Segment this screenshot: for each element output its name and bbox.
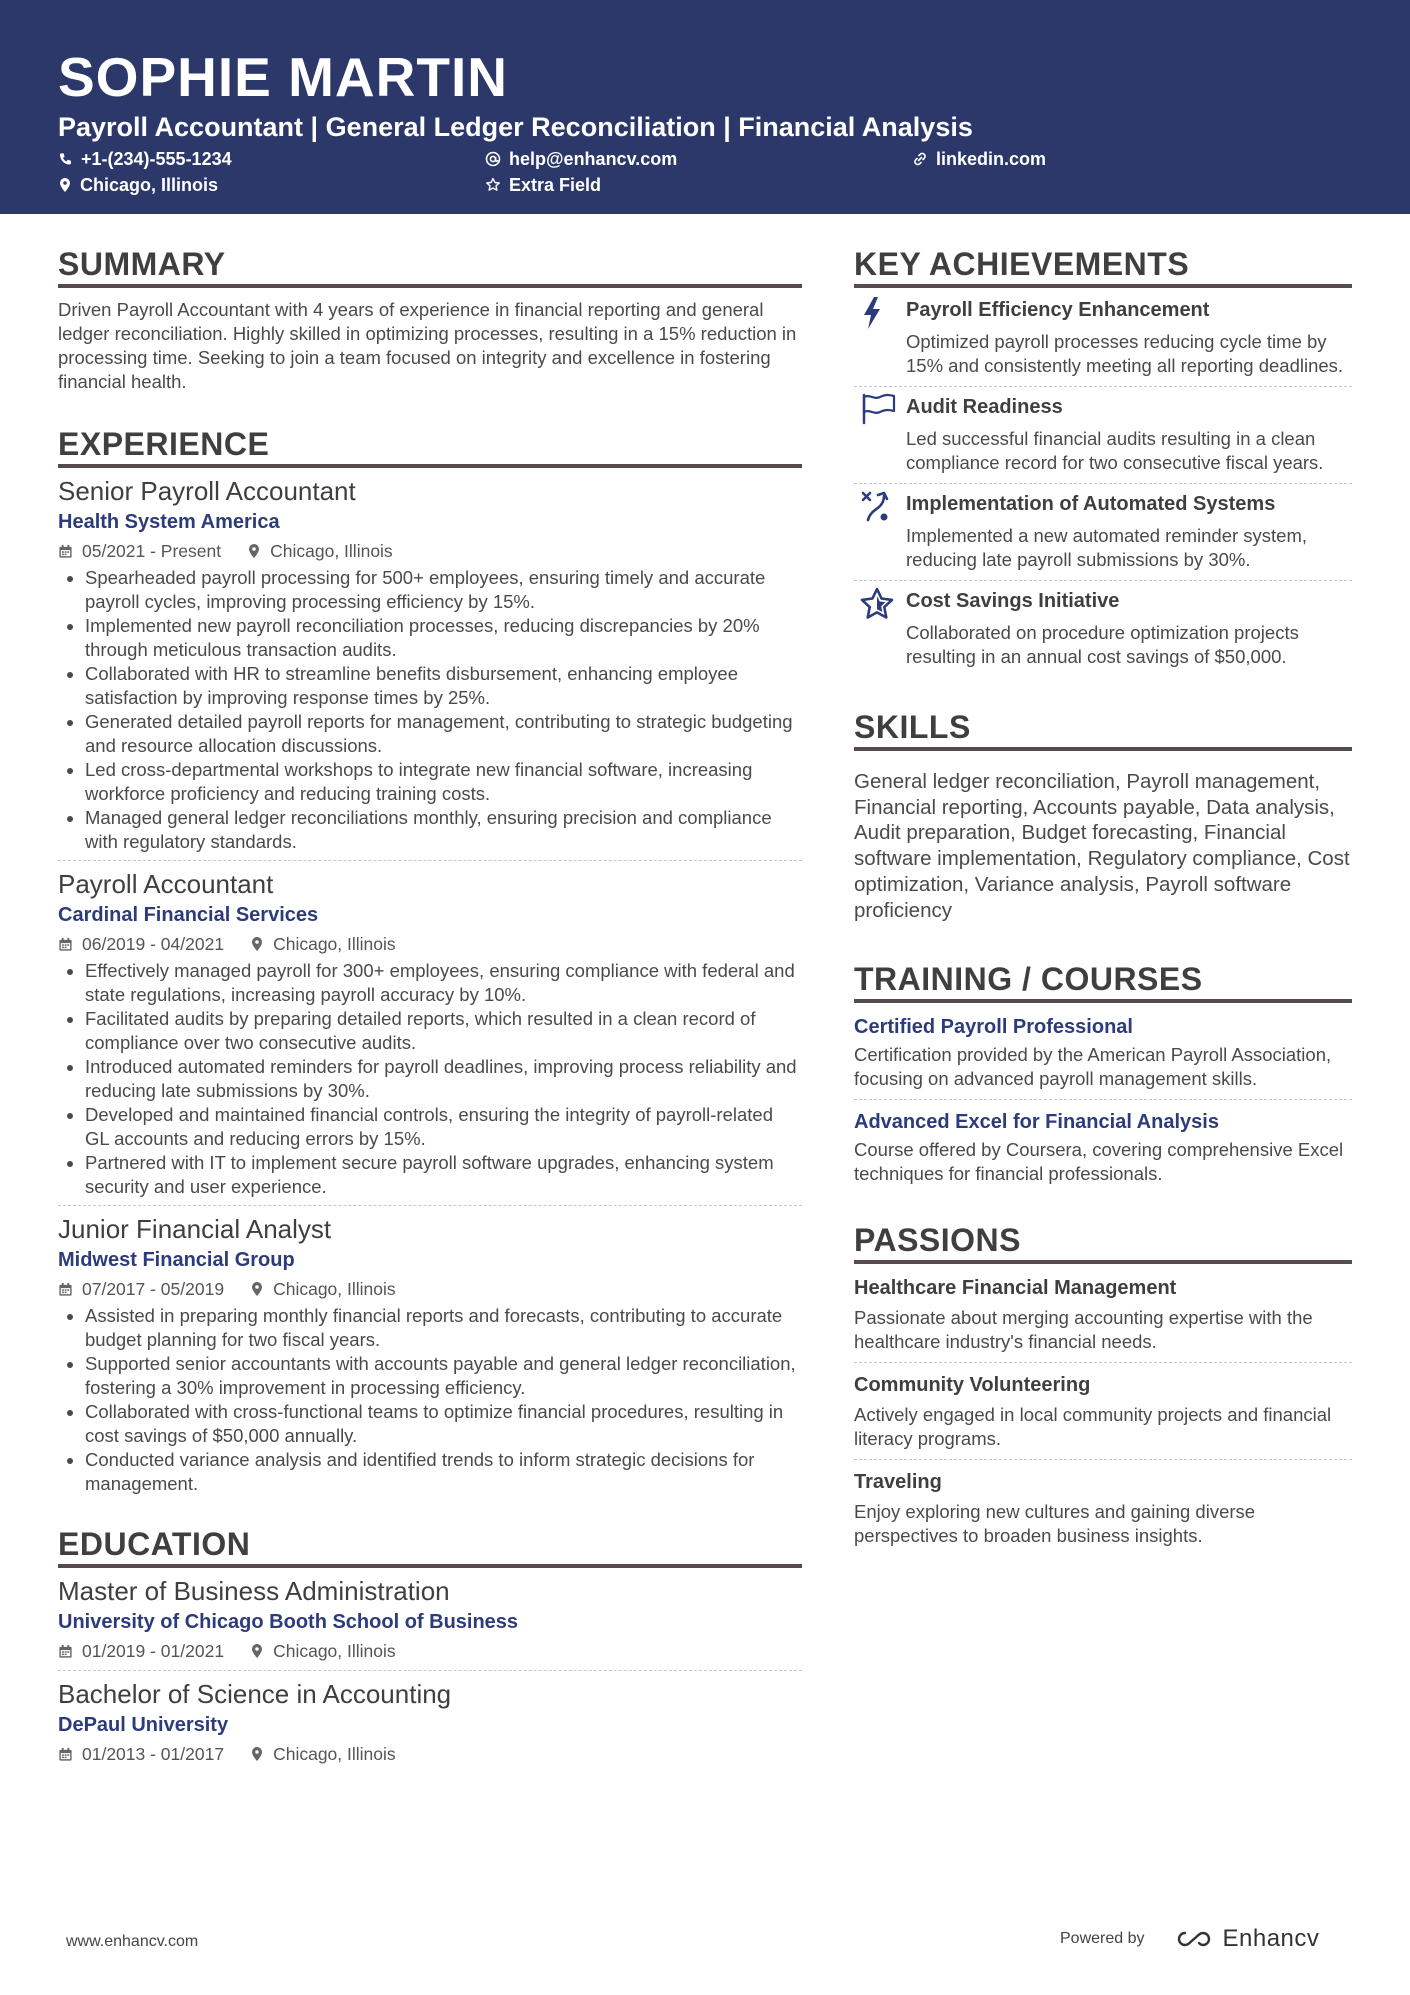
calendar-icon (58, 1747, 73, 1762)
achievements-title: KEY ACHIEVEMENTS (854, 244, 1352, 288)
achievement-item (854, 484, 1352, 581)
summary-text: Driven Payroll Accountant with 4 years of experience in financial reporting and general ledger reconciliation. Highly skilled in optimizing processes, resulting in a 15% reduction in processing time. Seeking to join a team focused on integrity and excellence in fostering financial health. (58, 299, 797, 392)
company-name[interactable]: Midwest Financial Group (58, 1249, 295, 1271)
education-location (250, 1638, 396, 1664)
contact-location (58, 173, 218, 197)
footer-website[interactable]: www.enhancv.com (66, 1933, 199, 1950)
experience-entry (58, 867, 802, 1206)
contact-email[interactable] (485, 147, 677, 171)
star-icon (860, 587, 894, 621)
passion-text: Actively engaged in local community projects and financial literacy programs. (854, 1404, 1332, 1450)
skills-section (854, 707, 1352, 923)
location-pin-icon (250, 1281, 264, 1297)
powered-by-label: Powered by (1060, 1930, 1145, 1947)
passion-title: Healthcare Financial Management (854, 1277, 1177, 1300)
at-icon (485, 151, 501, 167)
location-pin-icon (250, 1643, 264, 1659)
education-meta (58, 1638, 802, 1664)
footer-branding[interactable] (1060, 1925, 1319, 1953)
phone-icon (58, 152, 73, 167)
job-bullet: • Implemented new payroll reconciliation processes, reducing discrepancies by 20% through meticulous transaction audits. (85, 614, 802, 662)
email-text: help@enhancv.com (509, 149, 678, 169)
school-name[interactable]: University of Chicago Booth School of Business (58, 1611, 519, 1633)
job-dates: 07/2017 - 05/2019 (82, 1279, 225, 1299)
job-bullet: • Developed and maintained financial controls, ensuring the integrity of payroll-related GL accounts and reducing errors by 15%. (85, 1103, 802, 1151)
skills-title: SKILLS (854, 707, 1352, 751)
experience-entry (58, 474, 802, 861)
education-location-text: Chicago, Illinois (273, 1641, 396, 1661)
course-item (854, 1011, 1352, 1100)
job-title: Senior Payroll Accountant (58, 476, 356, 506)
resume-header (0, 0, 1410, 214)
candidate-name: SOPHIE MARTIN (58, 46, 508, 108)
contact-linkedin[interactable] (912, 147, 1046, 171)
school-name[interactable]: DePaul University (58, 1714, 229, 1736)
education-meta (58, 1741, 802, 1767)
job-bullet: • Assisted in preparing monthly financial reports and forecasts, contributing to accurate budget planning for two fiscal years. (85, 1304, 802, 1352)
achievement-text: Led successful financial audits resulting in a clean compliance record for two consecutive fiscal years. (906, 428, 1324, 473)
achievement-item (854, 581, 1352, 677)
job-bullet: • Effectively managed payroll for 300+ employees, ensuring compliance with federal and state regulations, increasing payroll accuracy by 10%. (85, 959, 802, 1007)
achievement-title: Implementation of Automated Systems (906, 493, 1276, 515)
job-bullet: • Introduced automated reminders for payroll deadlines, improving process reliability and reducing late submissions by 30%. (85, 1055, 802, 1103)
job-bullet: • Collaborated with cross-functional teams to optimize financial procedures, resulting in cost savings of $50,000 annually. (85, 1400, 802, 1448)
job-meta (58, 931, 802, 957)
flag-icon (860, 393, 898, 425)
job-bullets (58, 1304, 802, 1496)
job-bullet: • Partnered with IT to implement secure payroll software upgrades, enhancing system security and user experience. (85, 1151, 802, 1199)
passion-text: Passionate about merging accounting expertise with the healthcare industry's financial needs. (854, 1307, 1313, 1353)
location-pin-icon (247, 543, 261, 559)
job-dates: 06/2019 - 04/2021 (82, 934, 225, 954)
job-bullet: • Facilitated audits by preparing detailed reports, which resulted in a clean record of compliance over two consecutive audits. (85, 1007, 802, 1055)
course-title[interactable]: Advanced Excel for Financial Analysis (854, 1111, 1219, 1134)
company-name[interactable]: Cardinal Financial Services (58, 904, 319, 926)
star-outline-icon (485, 177, 501, 193)
passion-item (854, 1272, 1352, 1363)
job-meta (58, 1276, 802, 1302)
passions-title: PASSIONS (854, 1220, 1352, 1264)
course-item (854, 1106, 1352, 1194)
job-location (247, 538, 393, 564)
job-meta (58, 538, 802, 564)
passion-item (854, 1466, 1352, 1556)
achievement-title: Audit Readiness (906, 396, 1063, 418)
education-location-text: Chicago, Illinois (273, 1744, 396, 1764)
achievement-text: Optimized payroll processes reducing cycle time by 15% and consistently meeting all reporting deadlines. (906, 331, 1344, 376)
job-title: Junior Financial Analyst (58, 1214, 332, 1244)
education-dates: 01/2019 - 01/2021 (82, 1641, 225, 1661)
training-title: TRAINING / COURSES (854, 959, 1352, 1003)
enhancv-brand: Enhancv (1222, 1925, 1320, 1952)
job-bullet: • Generated detailed payroll reports for management, contributing to strategic budgeting and resource allocation discussions. (85, 710, 802, 758)
achievement-title: Cost Savings Initiative (906, 590, 1120, 612)
job-bullet: • Conducted variance analysis and identified trends to inform strategic decisions for management. (85, 1448, 802, 1496)
summary-title: SUMMARY (58, 244, 802, 288)
calendar-icon (58, 1282, 73, 1297)
achievement-item (854, 387, 1352, 484)
education-section (58, 1524, 802, 1773)
degree-title: Bachelor of Science in Accounting (58, 1679, 452, 1709)
passion-title: Community Volunteering (854, 1374, 1091, 1397)
summary-section (58, 244, 802, 394)
phone-text: +1-(234)-555-1234 (81, 149, 232, 169)
link-icon (912, 151, 928, 167)
achievement-item (854, 290, 1352, 387)
passions-section (854, 1220, 1352, 1556)
course-text: Course offered by Coursera, covering comprehensive Excel techniques for financial professionals. (854, 1139, 1344, 1185)
experience-title: EXPERIENCE (58, 424, 802, 468)
calendar-icon (58, 1644, 73, 1659)
job-location-text: Chicago, Illinois (273, 934, 396, 954)
left-column (58, 244, 802, 1773)
achievement-text: Collaborated on procedure optimization projects resulting in an annual cost savings of $50,000. (906, 622, 1299, 667)
education-dates: 01/2013 - 01/2017 (82, 1744, 225, 1764)
job-title: Payroll Accountant (58, 869, 274, 899)
linkedin-text: linkedin.com (936, 149, 1047, 169)
calendar-icon (58, 937, 73, 952)
candidate-headline: Payroll Accountant | General Ledger Reconciliation | Financial Analysis (58, 112, 973, 142)
right-column (854, 244, 1352, 1556)
enhancv-logo-icon (1171, 1927, 1217, 1951)
location-pin-icon (250, 936, 264, 952)
job-location-text: Chicago, Illinois (270, 541, 393, 561)
experience-section (58, 424, 802, 1502)
job-bullets (58, 566, 802, 854)
job-bullet: • Led cross-departmental workshops to integrate new financial software, increasing workforce proficiency and reducing training costs. (85, 758, 802, 806)
education-entry (58, 1677, 802, 1773)
job-dates: 05/2021 - Present (82, 541, 222, 561)
contact-extra (485, 173, 601, 197)
location-pin-icon (250, 1746, 264, 1762)
job-bullet: • Spearheaded payroll processing for 500+ employees, ensuring timely and accurate payroll cycles, improving processing efficiency by 15%. (85, 566, 802, 614)
course-title[interactable]: Certified Payroll Professional (854, 1016, 1133, 1039)
passion-item (854, 1369, 1352, 1460)
degree-title: Master of Business Administration (58, 1576, 450, 1606)
passion-title: Traveling (854, 1471, 942, 1494)
job-location (250, 931, 396, 957)
job-location (250, 1276, 396, 1302)
calendar-icon (58, 544, 73, 559)
achievement-text: Implemented a new automated reminder system, reducing late payroll submissions by 30%. (906, 525, 1308, 570)
location-pin-icon (58, 177, 72, 193)
job-location-text: Chicago, Illinois (273, 1279, 396, 1299)
education-location (250, 1741, 396, 1767)
skills-text: General ledger reconciliation, Payroll management, Financial reporting, Accounts payable, Data analysis, Audit preparation, Budget forecasting, Financial software implementation, Regulatory compliance, Cost optimization, Variance analysis, Payroll software proficiency (854, 770, 1350, 922)
course-text: Certification provided by the American Payroll Association, focusing on advanced payroll management skills. (854, 1044, 1332, 1090)
strategy-icon (860, 490, 894, 524)
achievement-title: Payroll Efficiency Enhancement (906, 299, 1210, 321)
company-name[interactable]: Health System America (58, 511, 280, 533)
training-section (854, 959, 1352, 1194)
education-entry (58, 1574, 802, 1671)
job-bullet: • Supported senior accountants with accounts payable and general ledger reconciliation, fostering a 30% improvement in processing efficiency. (85, 1352, 802, 1400)
location-text: Chicago, Illinois (80, 175, 219, 195)
lightning-icon (860, 296, 884, 330)
job-bullet: • Collaborated with HR to streamline benefits disbursement, enhancing employee satisfaction by improving response times by 25%. (85, 662, 802, 710)
contact-phone[interactable] (58, 147, 232, 171)
education-title: EDUCATION (58, 1524, 802, 1568)
passion-text: Enjoy exploring new cultures and gaining diverse perspectives to broaden business insights. (854, 1501, 1256, 1547)
extra-text: Extra Field (509, 175, 602, 195)
experience-entry (58, 1212, 802, 1502)
job-bullet: • Managed general ledger reconciliations monthly, ensuring precision and compliance with regulatory standards. (85, 806, 802, 854)
achievements-section (854, 244, 1352, 677)
job-bullets (58, 959, 802, 1199)
